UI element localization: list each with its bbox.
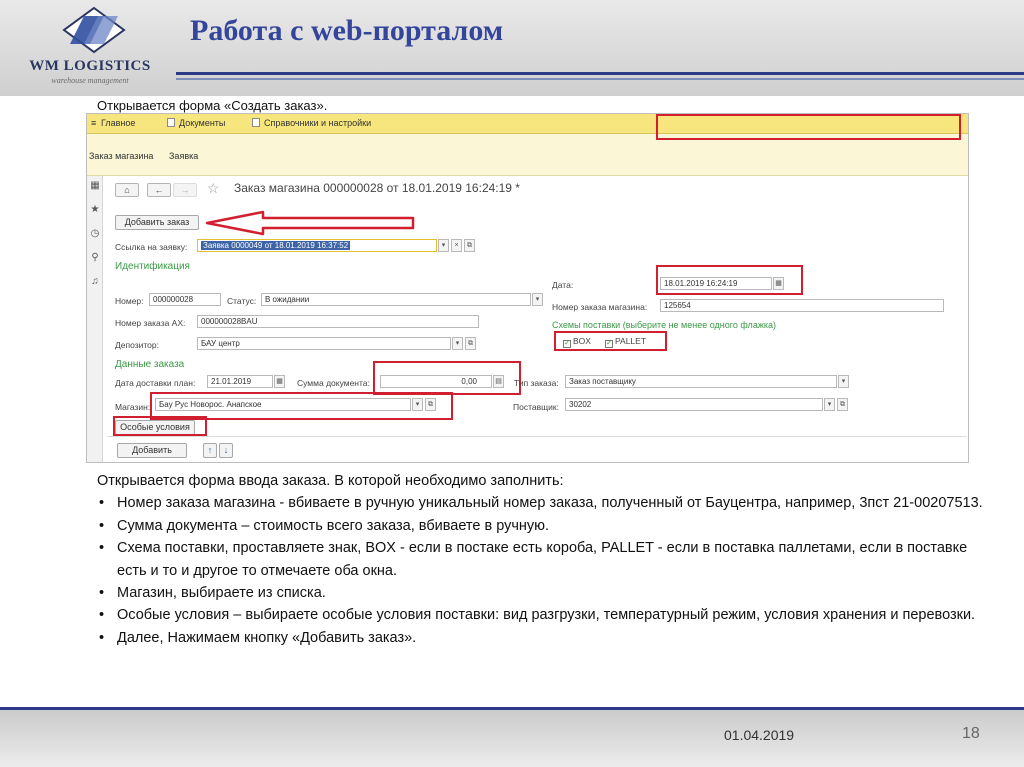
ax-order-field[interactable]: 000000028BAU xyxy=(197,315,479,328)
back-button[interactable]: ← xyxy=(147,183,171,197)
delivery-date-field[interactable]: 21.01.2019 xyxy=(207,375,273,388)
store-label: Магазин: xyxy=(115,402,151,412)
depositor-dropdown-icon[interactable]: ▾ xyxy=(452,337,463,350)
instructions-lead: Открывается форма ввода заказа. В которой необходимо заполнить: xyxy=(97,473,564,489)
highlight-date xyxy=(656,265,803,295)
supplier-field[interactable]: 30202 xyxy=(565,398,823,411)
box-checkbox[interactable]: ✓ BOX xyxy=(564,336,591,347)
store-order-label: Номер заказа магазина: xyxy=(552,302,648,312)
add-order-button[interactable]: Добавить заказ xyxy=(115,215,199,230)
menu-grip-icon: ≡ xyxy=(91,118,97,128)
date-label: Дата: xyxy=(552,280,574,290)
logo-text: WM LOGISTICS xyxy=(29,58,151,74)
instructions-list xyxy=(97,492,987,649)
form-title: Заказ магазина 000000028 от 18.01.2019 16:24:19 * xyxy=(234,181,520,195)
intro-text: Открывается форма «Создать заказ». xyxy=(97,98,328,113)
tab-references-settings[interactable]: Справочники и настройки xyxy=(252,118,371,130)
slide-title: Работа с web-порталом xyxy=(190,14,504,47)
add-button[interactable]: Добавить xyxy=(117,443,187,458)
tab-main[interactable]: Главное xyxy=(101,118,136,128)
section-order-data: Данные заказа xyxy=(115,359,185,370)
list-item: • Далее, Нажимаем кнопку «Добавить заказ». xyxy=(97,627,987,649)
search-icon[interactable]: ⚲ xyxy=(91,252,99,263)
highlight-arrow-icon xyxy=(205,210,417,236)
home-button[interactable]: ⌂ xyxy=(115,183,139,197)
list-item: • Номер заказа магазина - вбиваете в ручную уникальный номер заказа, полученный от Бауцентра, например, 3пст 21-00207513. xyxy=(97,492,987,514)
calendar-icon[interactable]: ▦ xyxy=(773,277,784,290)
delivery-date-label: Дата доставки план: xyxy=(115,378,196,388)
company-logo xyxy=(10,4,170,94)
number-label: Номер: xyxy=(115,296,144,306)
store-dropdown-icon[interactable]: ▾ xyxy=(412,398,423,411)
store-open-icon[interactable]: ⧉ xyxy=(425,398,436,411)
schemes-label: Схемы поставки (выберите не менее одного флажка) xyxy=(552,320,776,330)
special-conditions-tab[interactable]: Особые условия xyxy=(115,420,195,435)
list-item: • Сумма документа – стоимость всего заказа, вбиваете в ручную. xyxy=(97,515,987,537)
order-type-field[interactable]: Заказ поставщику xyxy=(565,375,837,388)
logo-subtitle: warehouse management xyxy=(51,76,129,85)
delivery-calendar-icon[interactable]: ▦ xyxy=(274,375,285,388)
depositor-open-icon[interactable]: ⧉ xyxy=(465,337,476,350)
document-icon xyxy=(167,118,175,127)
app-screenshot xyxy=(86,113,969,463)
page-number: 18 xyxy=(962,725,980,742)
subtab-store-order[interactable]: Заказ магазина xyxy=(89,151,154,161)
pallet-check-icon: ✓ xyxy=(606,340,612,347)
header-divider-secondary xyxy=(176,78,1024,80)
footer-divider xyxy=(0,707,1024,710)
sum-calculator-icon[interactable]: ▤ xyxy=(493,375,504,388)
forward-button[interactable]: → xyxy=(173,183,197,197)
tab-documents[interactable]: Документы xyxy=(167,118,225,130)
slide-footer xyxy=(0,707,1024,767)
depositor-field[interactable]: БАУ центр xyxy=(197,337,451,350)
request-link-label: Ссылка на заявку: xyxy=(115,242,188,252)
move-up-arrow-icon[interactable]: ↑ xyxy=(203,443,217,458)
list-item: • Магазин, выбираете из списка. xyxy=(97,582,987,604)
ax-order-label: Номер заказа AX: xyxy=(115,318,186,328)
instructions xyxy=(97,470,987,649)
subtab-request[interactable]: Заявка xyxy=(169,151,199,161)
highlight-schemes xyxy=(554,331,667,351)
sum-field[interactable]: 0,00 xyxy=(380,375,492,388)
request-open-button[interactable]: ⧉ xyxy=(464,239,475,252)
date-field[interactable]: 18.01.2019 16:24:19 xyxy=(660,277,772,290)
request-dropdown-button[interactable]: ▾ xyxy=(438,239,449,252)
move-down-arrow-icon[interactable]: ↓ xyxy=(219,443,233,458)
tab-divider xyxy=(107,436,967,437)
header-divider xyxy=(176,72,1024,75)
bell-icon[interactable]: ♫ xyxy=(91,276,99,287)
box-check-icon: ✓ xyxy=(564,340,570,347)
status-field[interactable]: В ожидании xyxy=(261,293,531,306)
footer-date: 01.04.2019 xyxy=(724,727,795,743)
slide-header xyxy=(0,0,1024,96)
star-icon[interactable]: ★ xyxy=(90,204,100,215)
status-label: Статус: xyxy=(227,296,257,306)
pallet-checkbox[interactable]: ✓ PALLET xyxy=(606,336,647,347)
supplier-label: Поставщик: xyxy=(513,402,559,412)
request-clear-button[interactable]: × xyxy=(451,239,462,252)
favorite-star-icon[interactable]: ☆ xyxy=(207,180,220,196)
settings-icon xyxy=(252,118,260,127)
store-order-field[interactable]: 125654 xyxy=(660,299,944,312)
list-item: • Особые условия – выбираете особые условия поставки: вид разгрузки, температурный режим, условия хранения и перевозки. xyxy=(97,604,987,626)
highlight-store-order xyxy=(656,114,961,140)
depositor-label: Депозитор: xyxy=(115,340,159,350)
grid-icon[interactable]: ▦ xyxy=(90,180,100,191)
status-dropdown-icon[interactable]: ▾ xyxy=(532,293,543,306)
number-field[interactable]: 000000028 xyxy=(149,293,221,306)
app-sidebar xyxy=(87,176,103,463)
highlight-special-conditions xyxy=(113,416,207,436)
sum-label: Сумма документа: xyxy=(297,378,370,388)
store-field[interactable]: Бау Рус Новорос. Анапское xyxy=(155,398,411,411)
supplier-open-icon[interactable]: ⧉ xyxy=(837,398,848,411)
history-icon[interactable]: ◷ xyxy=(90,228,100,239)
list-item: • Схема поставки, проставляете знак, BOX - если в постаке есть короба, PALLET - если в поставка паллетами, если в поставке есть и то и другое то отмечаете оба окна. xyxy=(97,537,987,582)
logo-mark-icon xyxy=(62,6,126,54)
supplier-dropdown-icon[interactable]: ▾ xyxy=(824,398,835,411)
section-identification: Идентификация xyxy=(115,261,190,272)
order-type-dropdown-icon[interactable]: ▾ xyxy=(838,375,849,388)
highlight-sum xyxy=(373,361,521,395)
order-type-label: Тип заказа: xyxy=(514,378,559,388)
request-link-field[interactable]: Заявка 0000049 от 18.01.2019 16:37:52 xyxy=(197,239,437,252)
app-sub-menu xyxy=(87,134,969,176)
